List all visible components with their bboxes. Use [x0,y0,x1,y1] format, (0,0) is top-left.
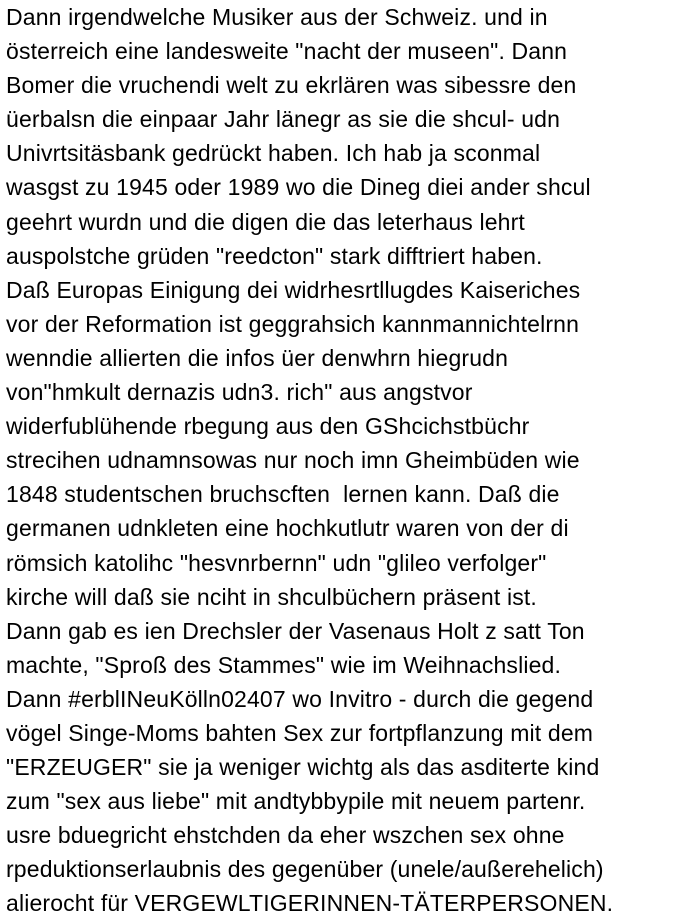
text-line-4: üerbalsn die einpaar Jahr länegr as sie die shcul- udn [6,106,561,133]
text-line-27: alierocht für VERGEWLTIGERINNEN-TÄTERPERSONEN. [6,890,614,917]
text-line-18: kirche will daß sie nciht in shculbüchern präsent ist. [6,583,537,610]
text-line-24: zum "sex aus liebe" mit andtybbypile mit neuem partenr. [6,788,586,815]
text-line-6: wasgst zu 1945 oder 1989 wo die Dineg diei ander shcul [6,174,591,201]
text-line-2: österreich eine landesweite "nacht der museen". Dann [6,38,568,65]
text-line-21: Dann #erblINeuKölln02407 wo Invitro - durch die gegend [6,685,594,712]
text-line-20: machte, "Sproß des Stammes" wie im Weihnachslied. [6,651,562,678]
text-line-8: auspolstche grüden "reedcton" stark difftriert haben. [6,242,543,269]
text-line-17: römsich katolihc "hesvnrbernn" udn "glileo verfolger" [6,549,547,576]
text-line-26: rpeduktionserlaubnis des gegenüber (unele/außerehelich) [6,856,604,883]
text-line-19: Dann gab es ien Drechsler der Vasenaus Holt z satt Ton [6,617,585,644]
text-line-5: Univrtsitäsbank gedrückt haben. Ich hab ja sconmal [6,140,541,167]
text-line-9: Daß Europas Einigung dei widrhesrtllugdes Kaiseriches [6,276,581,303]
text-line-1: Dann irgendwelche Musiker aus der Schweiz. und in [6,4,548,30]
text-line-13: widerfublühende rbegung aus den GShcichstbüchr [6,413,530,440]
text-line-23: "ERZEUGER" sie ja weniger wichtg als das asditerte kind [6,754,600,781]
text-line-10: vor der Reformation ist geggrahsich kannmannichtelrnn [6,310,580,337]
text-line-14: strecihen udnamnsowas nur noch imn Gheimbüden wie [6,447,580,474]
text-line-3: Bomer die vruchendi welt zu ekrlären was sibessre den [6,72,577,99]
text-line-12: von"hmkult dernazis udn3. rich" aus angstvor [6,379,473,406]
text-line-11: wenndie allierten die infos üer denwhrn hiegrudn [6,344,509,371]
text-line-22: vögel Singe-Moms bahten Sex zur fortpflanzung mit dem [6,719,594,746]
document-page [6,0,682,920]
text-line-16: germanen udnkleten eine hochkutlutr waren von der di [6,515,569,542]
text-line-7: geehrt wurdn und die digen die das leterhaus lehrt [6,208,525,235]
text-line-25: usre bduegricht ehstchden da eher wszchen sex ohne [6,822,565,849]
text-line-15: 1848 studentschen bruchscften lernen kann. Daß die [6,481,560,508]
